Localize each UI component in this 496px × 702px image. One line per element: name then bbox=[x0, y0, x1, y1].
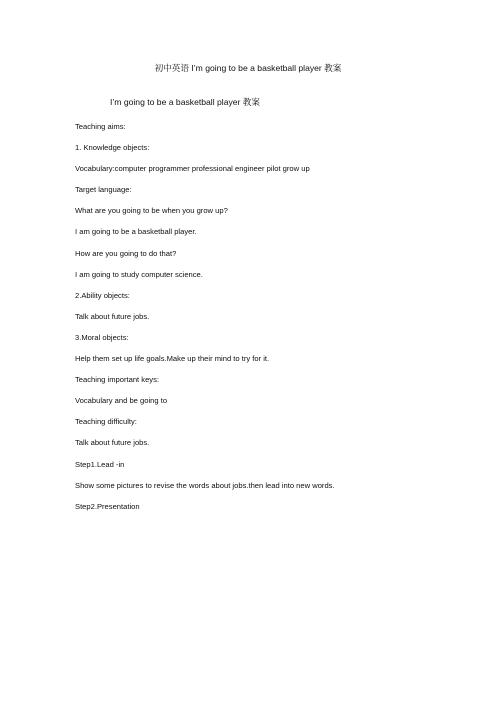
section-heading-target-language: Target language: bbox=[75, 185, 132, 195]
section-heading-step2: Step2.Presentation bbox=[75, 501, 140, 511]
text-line: Talk about future jobs. bbox=[75, 438, 150, 448]
text-line: Talk about future jobs. bbox=[75, 311, 150, 321]
text-line: Show some pictures to revise the words about jobs.then lead into new words. bbox=[75, 480, 335, 490]
section-heading-important-keys: Teaching important keys: bbox=[75, 375, 159, 385]
text-line: Help them set up life goals.Make up their mind to try for it. bbox=[75, 354, 270, 364]
text-line: I am going to study computer science. bbox=[75, 269, 203, 279]
document-subtitle: I’m going to be a basketball player 教案 bbox=[110, 97, 260, 107]
text-line: What are you going to be when you grow up? bbox=[75, 206, 228, 216]
text-line: How are you going to do that? bbox=[75, 248, 177, 258]
section-heading-step1: Step1.Lead -in bbox=[75, 459, 125, 469]
text-line: Vocabulary and be going to bbox=[75, 396, 168, 406]
document-body bbox=[75, 121, 335, 522]
section-heading-teaching-difficulty: Teaching difficulty: bbox=[75, 417, 137, 427]
section-heading-ability-objects: 2.Ability objects: bbox=[75, 290, 130, 300]
section-heading-moral-objects: 3.Moral objects: bbox=[75, 332, 129, 342]
document-title: 初中英语 I’m going to be a basketball player 教案 bbox=[154, 63, 342, 73]
section-heading-knowledge-objects: 1. Knowledge objects: bbox=[75, 143, 150, 153]
section-heading-teaching-aims: Teaching aims: bbox=[75, 122, 126, 131]
text-line: I am going to be a basketball player. bbox=[75, 227, 197, 237]
vocabulary-line: Vocabulary:computer programmer professional engineer pilot grow up bbox=[75, 164, 310, 174]
